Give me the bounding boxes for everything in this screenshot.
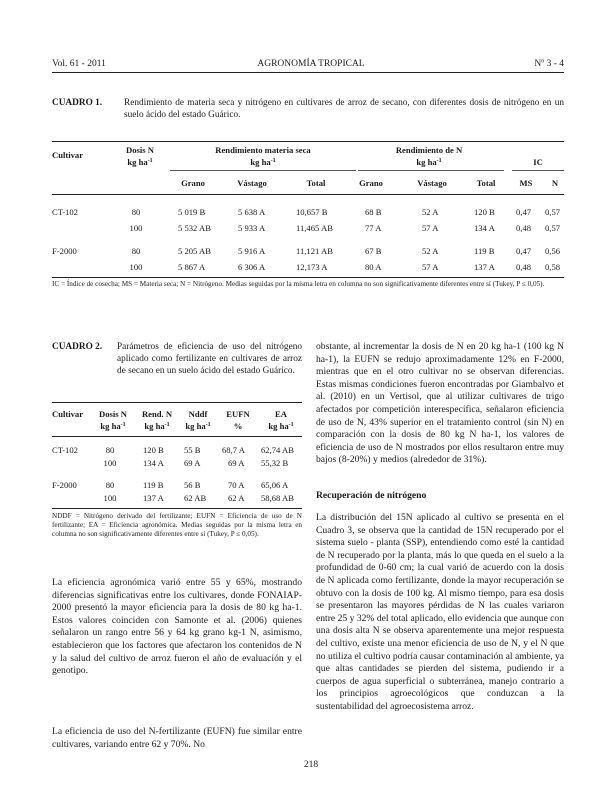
- t1-h-ic: IC: [533, 157, 543, 167]
- t2-rend: 120 B: [143, 445, 164, 455]
- t2-h-rend-2: kg $ha^{-1}$: [144, 421, 170, 431]
- t2-eufn: 69 A: [228, 458, 245, 468]
- t1-n: 0,57: [545, 223, 561, 233]
- t1-vastago: 5 916 A: [238, 246, 266, 256]
- t2-ea: 58,68 AB: [261, 493, 294, 503]
- t1-h-total2: Total: [476, 178, 496, 188]
- t2-eufn: 70 A: [228, 480, 245, 490]
- t1-cultivar: F-2000: [52, 246, 77, 256]
- right-paragraph-1: obstante, al incrementar la dosis de N en 20 kg ha-1 (100 kg N ha-1), la EUFN se redujo aproximadamente 12% en F-2000, mientras que en el otro cultivar no se observan diferencias. Estas mismas condiciones fueron encontradas por Giambalvo et al. (2010) en un Vertisol, que al utilizar cultivares de trigo afectados por competición interespecífica, señalaron eficiencia de uso de N, 43% superior en el tratamiento control (sin N) en comparación con la dosis de 80 kg N ha-1, los valores de eficiencia de uso de N mostrados por ellos resultaron entre muy bajos (8-20%) y medios (alrededor de 31%).: [316, 341, 564, 466]
- t2-ea: 65,06 A: [261, 480, 289, 490]
- t1-cultivar: CT-102: [52, 207, 78, 217]
- t1-ntotal: 137 A: [474, 262, 495, 272]
- t1-h-dosis-1: Dosis N: [126, 145, 154, 155]
- table2-caption: Parámetros de eficiencia de uso del nitrógeno aplicado como fertilizante en cultivares de arroz de secano en un suelo ácido del estado Guárico.: [117, 342, 302, 376]
- t1-n: 0,58: [545, 262, 561, 272]
- t1-ic-rule: [512, 170, 564, 171]
- t1-ngrano: 68 B: [365, 207, 382, 217]
- t1-ntotal: 134 A: [474, 223, 495, 233]
- t2-nddf: 69 A: [184, 458, 201, 468]
- t2-nddf: 62 AB: [184, 493, 207, 503]
- t1-ngrano: 67 B: [365, 246, 382, 256]
- t2-h-nddf-1: Nddf: [188, 409, 208, 419]
- t1-total: 12,173 A: [296, 262, 328, 272]
- table1-header-rule: [52, 194, 564, 195]
- t2-h-eufn-2: %: [233, 421, 243, 431]
- t1-h-rn-2: kg $ha^{-1}$: [416, 157, 442, 167]
- t1-h-vastago2: Vástago: [417, 178, 447, 188]
- header-journal: AGRONOMÍA TROPICAL: [257, 59, 365, 69]
- t1-ntotal: 119 B: [474, 246, 495, 256]
- header-rule: [52, 72, 564, 73]
- t1-total: 11,465 AB: [296, 223, 333, 233]
- t2-dosis: 100: [103, 458, 117, 468]
- t2-eufn: 68,7 A: [222, 445, 245, 455]
- t1-nvastago: 52 A: [422, 246, 439, 256]
- t1-ms: 0,47: [516, 207, 532, 217]
- t1-vastago: 5 933 A: [238, 223, 266, 233]
- t2-h-ea-2: kg $ha^{-1}$: [268, 421, 294, 431]
- t1-h-cultivar: Cultivar: [52, 150, 84, 160]
- t1-nvastago: 57 A: [422, 223, 439, 233]
- t2-h-eufn-1: EUFN: [226, 409, 250, 419]
- t2-dosis: 80: [105, 445, 115, 455]
- t2-ea: 55,32 B: [261, 458, 289, 468]
- right-paragraph-2: La distribución del 15N aplicado al cultivo se presenta en el Cuadro 3, se observa que la cantidad de 15N recuperado por el sistema suelo - planta (SSP), entendiendo como esté la cantidad de N recuperado por la planta, más lo que queda en el suelo a la profundidad de 0-60 cm; la cual varió de acuerdo con la dosis de N aplicada como fertilizante, donde la mayor recuperación se obtuvo con la dosis de 100 kg. Al mismo tiempo, para esa dosis se presentaron las mayores pérdidas de N las cuales variaron entre 25 y 32% del total aplicado, ello evidencia que aunque con una dosis alta N se observa aparentemente una mejor respuesta del cultivo, existe una menor eficiencia de uso de N, y el N que no utiliza el cultivo podría causar contaminación al ambiente, ya que altas cantidades se pierden del sistema, pudiendo ir a cuerpos de agua superficial o subterránea, manejo contrario a los principios agroecológicos que conduzcan a la sustentabilidad del agroecosistema arroz.: [316, 512, 564, 712]
- table1-top-rule: [52, 141, 564, 142]
- t2-ea: 62,74 AB: [261, 445, 294, 455]
- t1-h-rms-2: kg $ha^{-1}$: [250, 157, 276, 167]
- t1-ms: 0,48: [516, 262, 532, 272]
- table2-header-rule: [52, 436, 302, 437]
- t1-h-total: Total: [306, 178, 326, 188]
- t1-dosis: 100: [129, 223, 143, 233]
- t2-dosis: 100: [103, 493, 117, 503]
- t1-h-vastago: Vástago: [237, 178, 267, 188]
- left-paragraph-1: La eficiencia agronómica varió entre 55 y 65%, mostrando diferencias significativas entre los cultivares, donde FONAIAP-2000 presentó la mayor eficiencia para la dosis de 80 kg ha-1. Estos valores coinciden con Samonte et al. (2006) quienes señalaron un rango entre 56 y 64 kg grano kg-1 N, asimismo, establecieron que los factores que afectaron los contenidos de N y la salud del cultivo de arroz fueron el año de evaluación y el genotipo.: [52, 577, 302, 677]
- t2-dosis: 80: [105, 480, 115, 490]
- t1-total: 11,121 AB: [296, 246, 333, 256]
- t1-h-rn-1: Rendimiento de N: [395, 145, 463, 155]
- t2-h-dosis-1: Dosis N: [99, 409, 127, 419]
- t2-eufn: 62 A: [228, 493, 245, 503]
- table2-footnote: NDDF = Nitrógeno derivado del fertilizante; EUFN = Eficiencia de uso de N fertilizante; EA = Eficiencia agronómica. Medias seguidas por la misma letra en columna no son significativamente diferentes entre sí (Tukey, P ≤ 0,05).: [52, 512, 302, 538]
- t1-ngrano: 77 A: [365, 223, 382, 233]
- t1-vastago: 6 306 A: [238, 262, 266, 272]
- t1-h-grano: Grano: [181, 178, 205, 188]
- t2-cultivar: F-2000: [52, 480, 77, 490]
- t2-nddf: 56 B: [184, 480, 201, 490]
- table1-label: CUADRO 1.: [52, 98, 103, 108]
- page-number: 218: [303, 760, 319, 770]
- t1-total: 10,657 B: [296, 207, 328, 217]
- header-issue: Nº 3 - 4: [534, 59, 564, 69]
- t1-ms: 0,48: [516, 223, 532, 233]
- t2-h-rend-1: Rend. N: [141, 409, 173, 419]
- left-paragraph-2: La eficiencia de uso del N-fertilizante (EUFN) fue similar entre cultivares, variando entre 62 y 70%. No: [52, 726, 302, 750]
- t1-dosis: 100: [129, 262, 143, 272]
- t1-nvastago: 52 A: [422, 207, 439, 217]
- table2-bottom-rule: [52, 508, 302, 509]
- t1-h-rms-1: Rendimiento materia seca: [215, 145, 311, 155]
- table1-caption: Rendimiento de materia seca y nitrógeno en cultivares de arroz de secano, con diferentes dosis de nitrógeno en un suelo ácido del estado Guárico.: [124, 98, 564, 120]
- section-title: Recuperación de nitrógeno: [316, 490, 427, 501]
- t1-n: 0,57: [545, 207, 561, 217]
- t2-cultivar: CT-102: [52, 445, 78, 455]
- t1-grano: 5 532 AB: [178, 223, 211, 233]
- t1-dosis: 80: [131, 246, 141, 256]
- t1-h-dosis-2: kg $ha^{-1}$: [127, 157, 153, 167]
- t2-h-ea-1: EA: [275, 409, 287, 419]
- t1-n: 0,56: [545, 246, 561, 256]
- t2-rend: 137 A: [143, 493, 164, 503]
- t1-grano: 5 019 B: [178, 207, 206, 217]
- t1-rn-rule: [358, 170, 504, 171]
- t2-h-cultivar: Cultivar: [52, 409, 84, 419]
- t1-ngrano: 80 A: [365, 262, 382, 272]
- t1-nvastago: 57 A: [422, 262, 439, 272]
- t2-h-dosis-2: kg $ha^{-1}$: [100, 421, 126, 431]
- t1-grano: 5 867 A: [178, 262, 206, 272]
- t1-ms: 0,47: [516, 246, 532, 256]
- t1-grano: 5 205 AB: [178, 246, 211, 256]
- table1-footnote: IC = Índice de cosecha; MS = Materia seca; N = Nitrógeno. Medias seguidas por la misma letra en columna no son significativamente diferentes entre sí (Tukey, P ≤ 0,05).: [52, 280, 545, 288]
- table2-label: CUADRO 2.: [52, 342, 103, 352]
- t1-rms-rule: [170, 170, 356, 171]
- t2-rend: 134 A: [143, 458, 164, 468]
- header-volume: Vol. 61 - 2011: [52, 59, 106, 69]
- table2-top-rule: [52, 402, 302, 403]
- t2-nddf: 55 B: [184, 445, 201, 455]
- t2-rend: 119 B: [143, 480, 164, 490]
- t1-h-grano2: Grano: [359, 178, 383, 188]
- t1-ntotal: 120 B: [474, 207, 495, 217]
- t1-h-ms: MS: [519, 178, 533, 188]
- table1-bottom-rule: [52, 277, 564, 278]
- t1-vastago: 5 638 A: [238, 207, 266, 217]
- t1-dosis: 80: [131, 207, 141, 217]
- t1-h-n: N: [551, 178, 559, 188]
- t2-h-nddf-2: kg $ha^{-1}$: [185, 421, 211, 431]
